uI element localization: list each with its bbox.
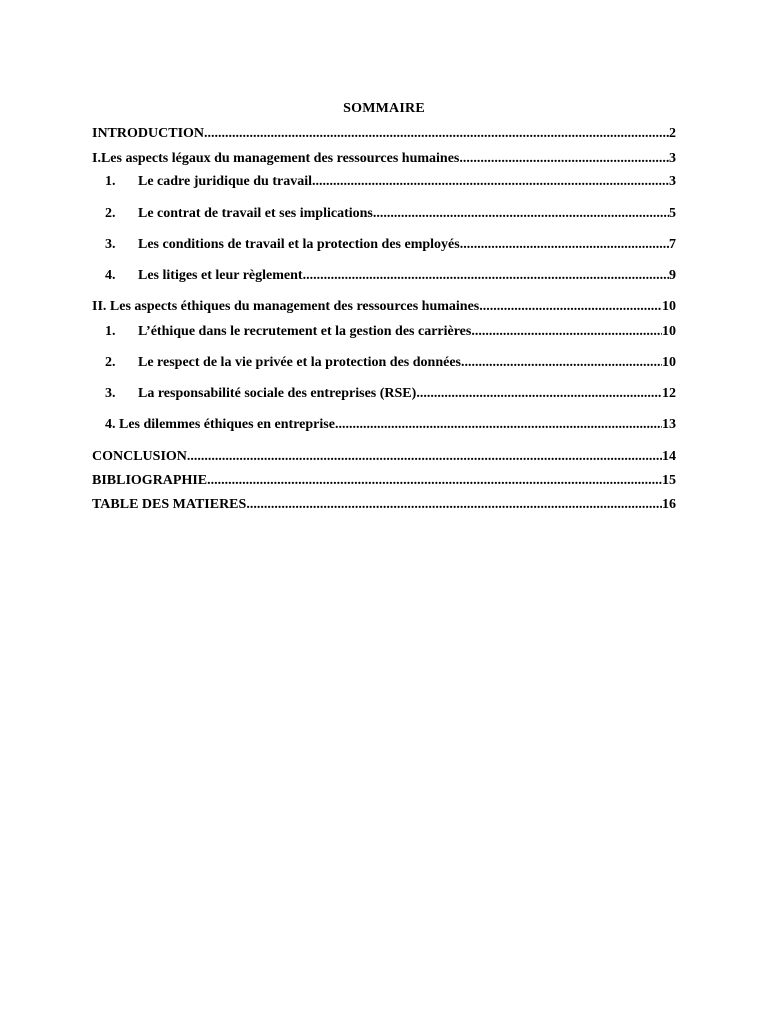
toc-entry-number: 4.: [105, 268, 116, 283]
toc-entry-label: TABLE DES MATIERES: [92, 497, 247, 512]
toc-page-number: 9: [669, 268, 676, 283]
toc-page-number: 5: [669, 206, 676, 221]
toc-entry-number: 2.: [105, 355, 116, 370]
toc-entry-1-4[interactable]: [105, 267, 676, 285]
toc-leader-dots: [335, 416, 662, 434]
toc-entry-label: L’éthique dans le recrutement et la gestion des carrières: [138, 324, 472, 339]
toc-entry-label: CONCLUSION: [92, 449, 187, 464]
toc-entry-label: 4. Les dilemmes éthiques en entreprise: [105, 417, 335, 432]
toc-entry-number: 3.: [105, 386, 116, 401]
document-title: SOMMAIRE: [343, 101, 425, 116]
toc-leader-dots: [207, 472, 662, 490]
toc-entry-part-2[interactable]: [92, 298, 676, 316]
toc-leader-dots: [303, 267, 669, 285]
toc-leader-dots: [312, 173, 669, 191]
toc-entry-number: 1.: [105, 324, 116, 339]
toc-entry-number: 1.: [105, 174, 116, 189]
toc-page-number: 15: [662, 473, 676, 488]
toc-entry-2-4[interactable]: [105, 416, 676, 434]
toc-entry-label: I.Les aspects légaux du management des ressources humaines: [92, 151, 460, 166]
toc-entry-label: Les conditions de travail et la protection des employés: [138, 237, 460, 252]
toc-entry-introduction[interactable]: [92, 125, 676, 143]
toc-entry-number: 2.: [105, 206, 116, 221]
toc-leader-dots: [373, 205, 669, 223]
toc-page-number: 7: [669, 237, 676, 252]
toc-entry-label: Le respect de la vie privée et la protection des données: [138, 355, 461, 370]
toc-entry-label: La responsabilité sociale des entreprises (RSE): [138, 386, 417, 401]
toc-entry-2-2[interactable]: [105, 354, 676, 372]
toc-page-number: 10: [662, 355, 676, 370]
toc-page-number: 16: [662, 497, 676, 512]
toc-entry-1-3[interactable]: [105, 236, 676, 254]
toc-entry-label: INTRODUCTION: [92, 126, 205, 141]
toc-entry-label: II. Les aspects éthiques du management des ressources humaines: [92, 299, 480, 314]
toc-page-number: 10: [662, 324, 676, 339]
toc-page-number: 10: [662, 299, 676, 314]
toc-entry-table-des-matieres[interactable]: [92, 496, 676, 514]
toc-entry-label: Le cadre juridique du travail: [138, 174, 312, 189]
toc-entry-label: Les litiges et leur règlement: [138, 268, 303, 283]
toc-page-number: 2: [669, 126, 676, 141]
toc-entry-2-3[interactable]: [105, 385, 676, 403]
toc-entry-1-2[interactable]: [105, 205, 676, 223]
toc-entry-number: 3.: [105, 237, 116, 252]
toc-entry-part-1[interactable]: [92, 150, 676, 168]
toc-entry-conclusion[interactable]: [92, 448, 676, 466]
toc-page-number: 12: [662, 386, 676, 401]
toc-leader-dots: [246, 496, 662, 514]
toc-entry-bibliographie[interactable]: [92, 472, 676, 490]
toc-page-number: 13: [662, 417, 676, 432]
toc-leader-dots: [479, 298, 662, 316]
toc-leader-dots: [187, 448, 662, 466]
toc-entry-label: Le contrat de travail et ses implications: [138, 206, 373, 221]
toc-leader-dots: [204, 125, 669, 143]
toc-leader-dots: [461, 354, 662, 372]
toc-leader-dots: [471, 323, 662, 341]
toc-leader-dots: [416, 385, 662, 403]
toc-leader-dots: [460, 236, 669, 254]
toc-leader-dots: [459, 150, 669, 168]
toc-page-number: 3: [669, 174, 676, 189]
toc-entry-2-1[interactable]: [105, 323, 676, 341]
toc-entry-1-1[interactable]: [105, 173, 676, 191]
toc-page-number: 3: [669, 151, 676, 166]
toc-page-number: 14: [662, 449, 676, 464]
toc-entry-label: BIBLIOGRAPHIE: [92, 473, 208, 488]
